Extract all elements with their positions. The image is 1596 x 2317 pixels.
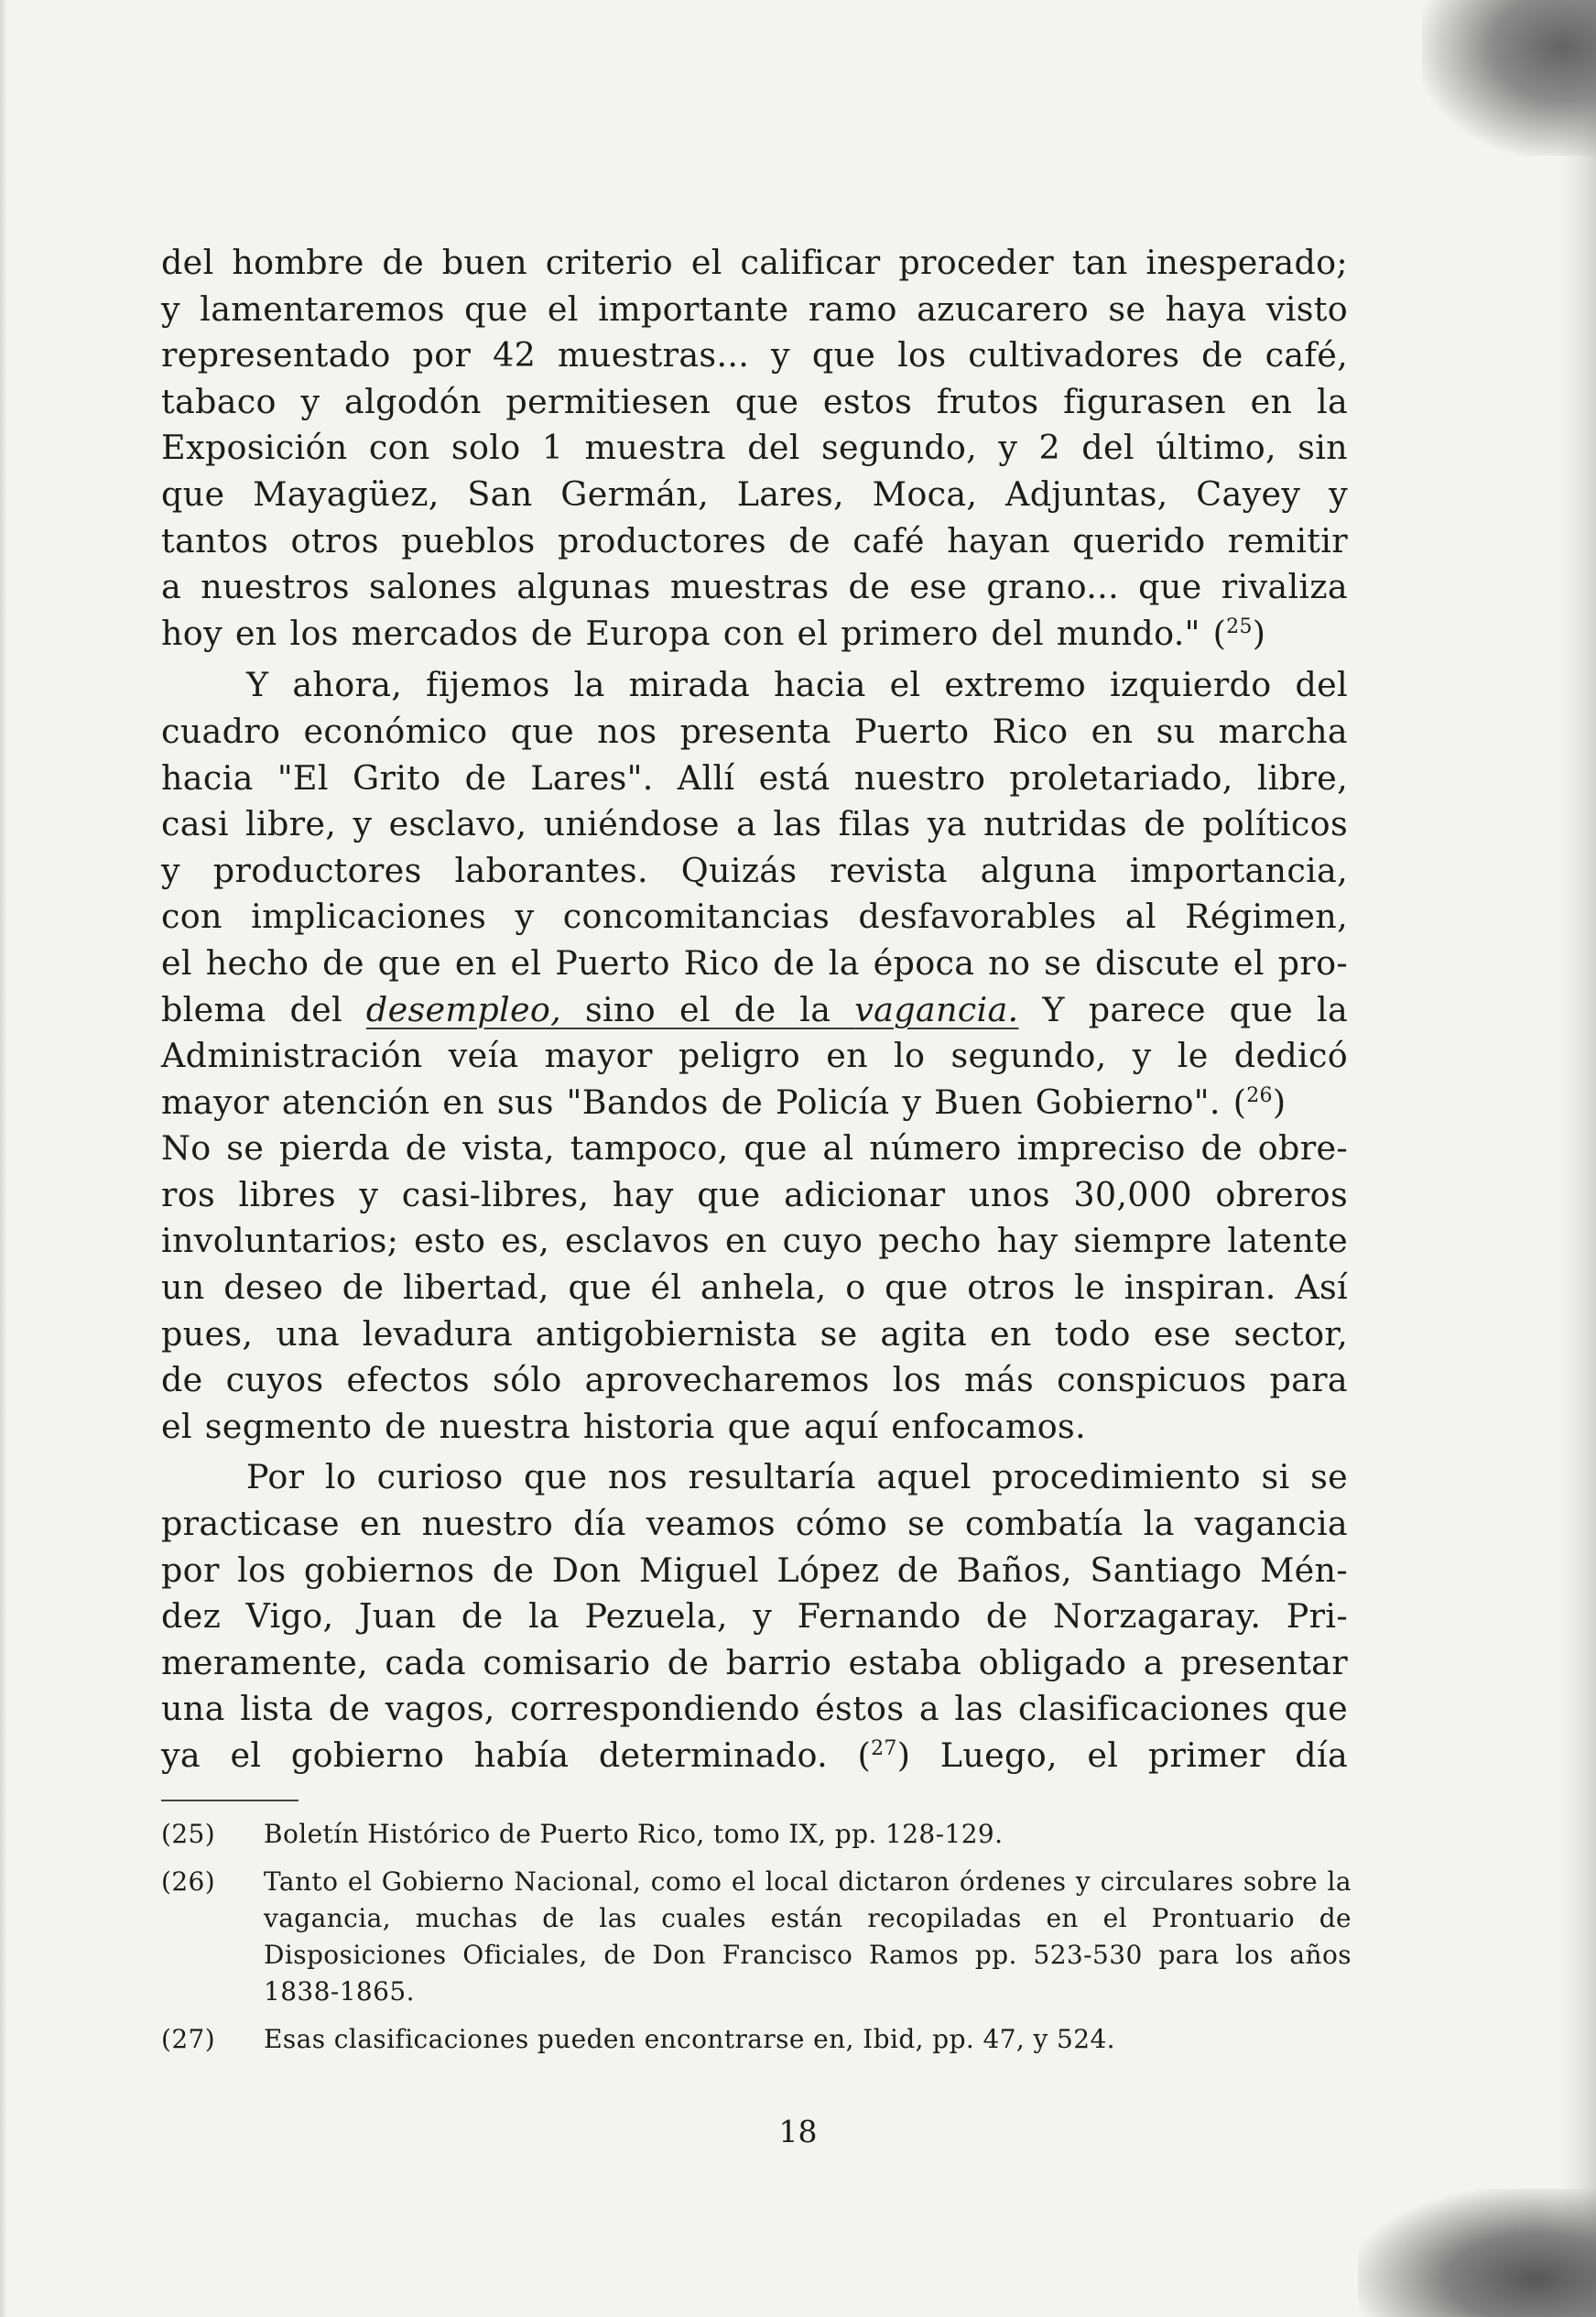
body-line: pues, una levadura antigobiernista se agita en todo ese sector, [161, 1313, 1348, 1354]
body-line: de cuyos efectos sólo aprovecharemos los más conspicuos para [161, 1360, 1348, 1400]
body-line-text: blema del [161, 989, 366, 1029]
body-line: que Mayagüez, San Germán, Lares, Moca, Adjuntas, Cayey y [161, 473, 1348, 514]
body-line [161, 987, 1348, 1034]
body-line: con implicaciones y concomitancias desfavorables al Régimen, [161, 897, 1348, 937]
body-line: el hecho de que en el Puerto Rico de la época no se discute el pro- [161, 942, 1348, 983]
footnotes [161, 1816, 1352, 2069]
scan-left-edge [0, 0, 7, 2317]
body-line: un deseo de libertad, que él anhela, o que otros le inspiran. Así [161, 1267, 1348, 1308]
body-line: representado por 42 muestras... y que los cultivadores de café, [161, 335, 1348, 375]
footnote-number: (26) [161, 1866, 216, 1897]
body-line: tantos otros pueblos productores de café hayan querido remitir [161, 520, 1348, 560]
footnote-text: Tanto el Gobierno Nacional, como el local dictaron órdenes y circulares sobre la vagancia, muchas de las cuales están recopiladas en el Prontuario de Disposiciones Oficiales, de Don Francisco Ramos pp. 523-530 para los años 1838-1865. [264, 1866, 1352, 2007]
footnote-ref-26: 26 [1246, 1083, 1273, 1107]
scan-corner-top [1422, 0, 1596, 156]
body-line-text: Y parece que la [1018, 989, 1349, 1029]
body-line-text: hoy en los mercados de Europa con el primero del mundo." ( [161, 613, 1227, 653]
scan-corner-bottom [1358, 2189, 1596, 2317]
footnote-25 [161, 1816, 1352, 1853]
body-line [161, 1733, 1348, 1779]
body-line: hacia "El Grito de Lares". Allí está nuestro proletariado, libre, [161, 757, 1348, 798]
italic-vagancia: vagancia. [854, 989, 1019, 1029]
scan-right-edge-shadow [1559, 0, 1596, 2317]
body-line: Administración veía mayor peligro en lo segundo, y le dedicó [161, 1036, 1348, 1076]
body-text [161, 240, 1348, 1779]
footnote-ref-25: 25 [1226, 615, 1253, 638]
body-line: involuntarios; esto es, esclavos en cuyo pecho hay siempre latente [161, 1221, 1348, 1261]
body-line-text: Luego, el primer día [910, 1735, 1349, 1775]
body-line: del hombre de buen criterio el calificar proceder tan inesperado; [161, 243, 1348, 282]
body-line: Por lo curioso que nos resultaría aquel procedimiento si se [246, 1457, 1348, 1497]
body-line: cuadro económico que nos presenta Puerto Rico en su marcha [161, 711, 1348, 751]
body-line: meramente, cada comisario de barrio estaba obligado a presentar [161, 1642, 1348, 1682]
footnote-text: Esas clasificaciones pueden encontrarse en, Ibid, pp. 47, y 524. [264, 2024, 1115, 2054]
body-line [161, 1080, 1348, 1126]
paren-close: ) [1272, 1082, 1287, 1122]
footnote-number: (25) [161, 1819, 216, 1849]
body-line [161, 611, 1348, 658]
paren-close: ) [1252, 613, 1266, 653]
body-line: tabaco y algodón permitiesen que estos frutos figurasen en la [161, 381, 1348, 421]
footnote-divider [161, 1800, 299, 1801]
body-line: casi libre, y esclavo, uniéndose a las filas ya nutridas de políticos [161, 804, 1348, 844]
body-line: y lamentaremos que el importante ramo azucarero se haya visto [161, 288, 1348, 329]
footnote-26 [161, 1864, 1352, 2010]
page-number: 18 [778, 2114, 818, 2149]
footnote-number: (27) [161, 2024, 216, 2054]
body-line: y productores laborantes. Quizás revista alguna importancia, [161, 850, 1348, 890]
body-line-text: ya el gobierno había determinado. ( [161, 1735, 872, 1775]
body-line: Exposición con solo 1 muestra del segundo, y 2 del último, sin [161, 428, 1348, 468]
footnote-ref-27: 27 [871, 1736, 897, 1760]
footnote-27 [161, 2021, 1352, 2058]
body-line: a nuestros salones algunas muestras de ese grano... que rivaliza [161, 567, 1348, 607]
body-line: No se pierda de vista, tampoco, que al número impreciso de obre- [161, 1128, 1348, 1169]
paren-close: ) [896, 1735, 911, 1775]
body-line: una lista de vagos, correspondiendo éstos a las clasificaciones que [161, 1689, 1348, 1729]
underlined-text: sino el de la [561, 989, 855, 1029]
footnote-text: Boletín Histórico de Puerto Rico, tomo IX, pp. 128-129. [264, 1819, 1004, 1849]
body-line: el segmento de nuestra historia que aquí enfocamos. [161, 1406, 1086, 1446]
body-line: por los gobiernos de Don Miguel López de Baños, Santiago Mén- [161, 1550, 1348, 1590]
body-line: ros libres y casi-libres, hay que adicionar unos 30,000 obreros [161, 1174, 1348, 1214]
body-line: Y ahora, fijemos la mirada hacia el extremo izquierdo del [246, 665, 1348, 705]
body-line-text: mayor atención en sus "Bandos de Policía y Buen Gobierno". ( [161, 1082, 1247, 1122]
body-line: dez Vigo, Juan de la Pezuela, y Fernando de Norzagaray. Pri- [161, 1596, 1348, 1637]
italic-desempleo: desempleo, [365, 989, 562, 1029]
body-line: practicase en nuestro día veamos cómo se combatía la vagancia [161, 1504, 1348, 1544]
